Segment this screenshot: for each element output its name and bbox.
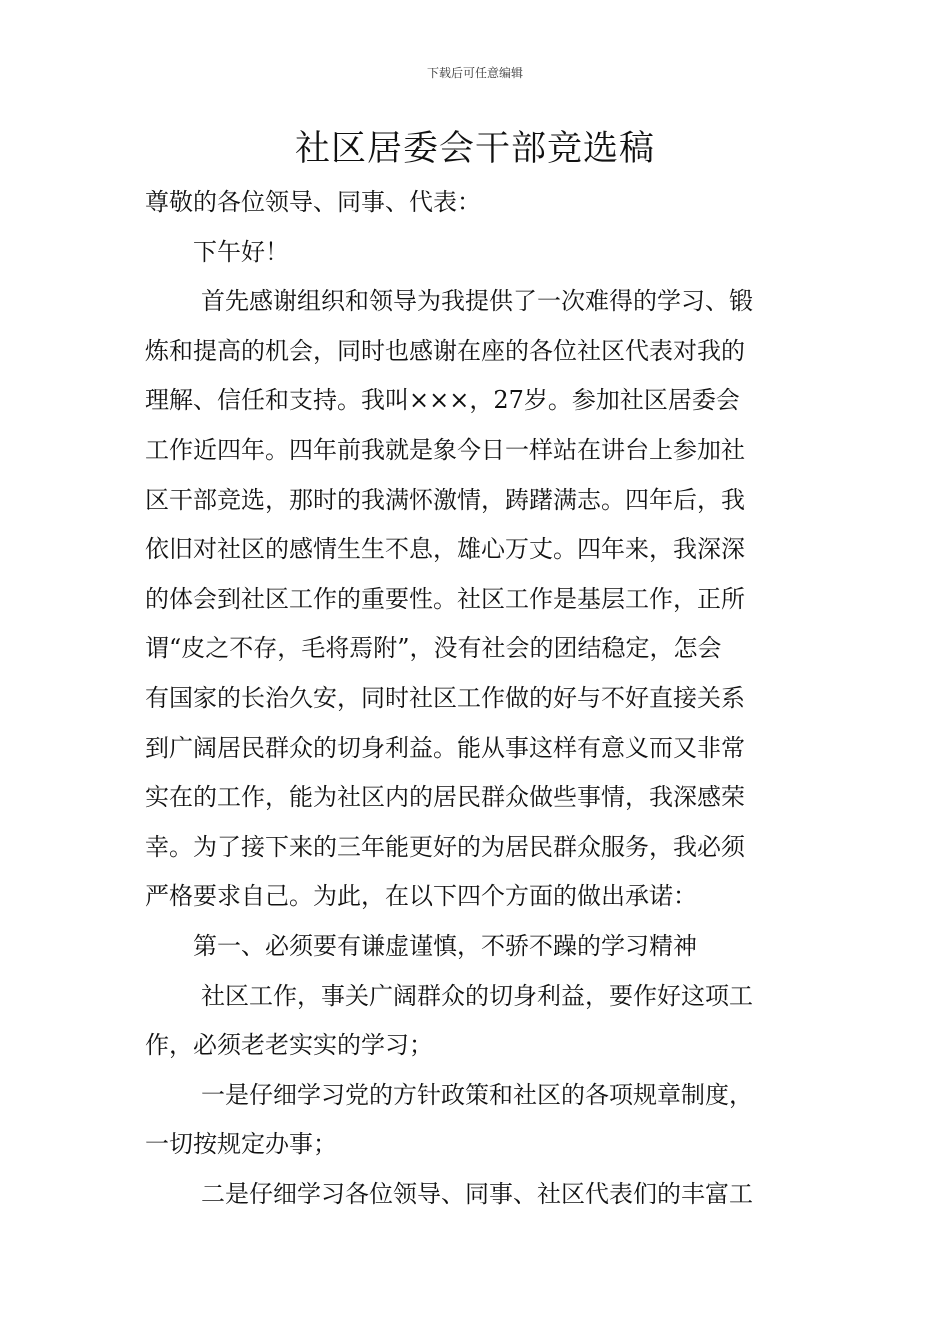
text-line: 幸。为了接下来的三年能更好的为居民群众服务，我必须 bbox=[145, 832, 745, 861]
text-line: 的体会到社区工作的重要性。社区工作是基层工作，正所 bbox=[145, 584, 745, 613]
text-line: 有国家的长治久安，同时社区工作做的好与不好直接关系 bbox=[145, 683, 745, 712]
text-line: 工作近四年。四年前我就是象今日一样站在讲台上参加社 bbox=[145, 435, 745, 464]
text-line: 区干部竞选，那时的我满怀激情，踌躇满志。四年后，我 bbox=[145, 485, 745, 514]
text-line: 首先感谢组织和领导为我提供了一次难得的学习、锻 bbox=[201, 287, 753, 316]
text-line: 下午好！ bbox=[193, 237, 289, 266]
header-note: 下载后可任意编辑 bbox=[426, 66, 523, 80]
text-line: 二是仔细学习各位领导、同事、社区代表们的丰富工 bbox=[201, 1179, 753, 1208]
text-line: 谓“皮之不存，毛将焉附”，没有社会的团结稳定，怎会 bbox=[145, 634, 722, 663]
text-line: 一切按规定办事； bbox=[145, 1130, 337, 1159]
text-line: 第一、必须要有谦虚谨慎，不骄不躁的学习精神 bbox=[193, 931, 697, 960]
text-line: 作，必须老老实实的学习； bbox=[145, 1031, 433, 1060]
text-line: 社区工作，事关广阔群众的切身利益，要作好这项工 bbox=[201, 981, 753, 1010]
document-title: 社区居委会干部竞选稿 bbox=[294, 129, 655, 169]
text-line: 严格要求自己。为此，在以下四个方面的做出承诺： bbox=[145, 882, 697, 911]
text-line: 到广阔居民群众的切身利益。能从事这样有意义而又非常 bbox=[145, 733, 745, 762]
text-line: 尊敬的各位领导、同事、代表： bbox=[145, 188, 481, 216]
body-text bbox=[145, 178, 810, 1219]
text-line: 炼和提高的机会，同时也感谢在座的各位社区代表对我的 bbox=[145, 336, 745, 365]
text-line: 理解、信任和支持。我叫×××，27岁。参加社区居委会 bbox=[145, 386, 740, 415]
text-line: 依旧对社区的感情生生不息，雄心万丈。四年来，我深深 bbox=[145, 535, 745, 564]
text-line: 一是仔细学习党的方针政策和社区的各项规章制度， bbox=[201, 1080, 753, 1109]
text-line: 实在的工作，能为社区内的居民群众做些事情，我深感荣 bbox=[145, 783, 745, 812]
